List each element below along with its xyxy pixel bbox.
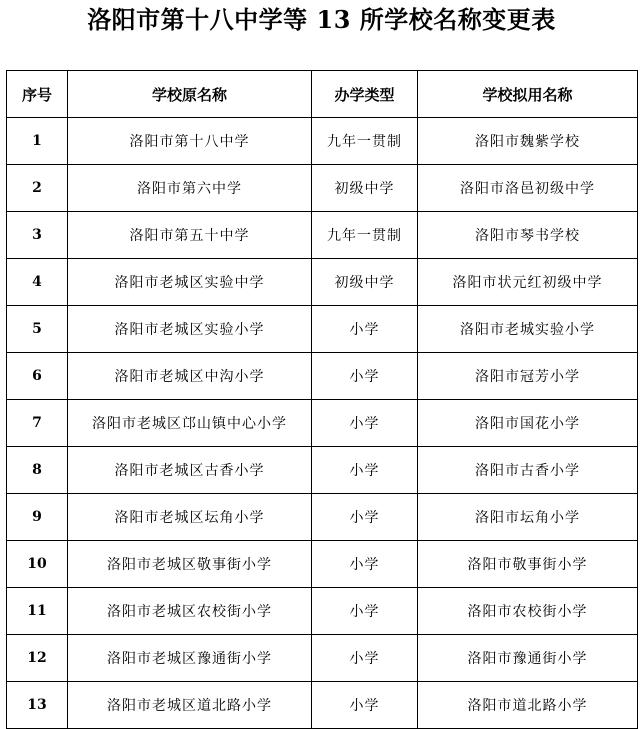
serial-number-cell: 4 bbox=[7, 259, 68, 306]
school-type-cell: 小学 bbox=[312, 353, 418, 400]
table-row bbox=[7, 165, 638, 212]
serial-number-cell: 13 bbox=[7, 682, 68, 729]
original-name-cell: 洛阳市老城区道北路小学 bbox=[68, 682, 312, 729]
proposed-name-cell: 洛阳市洛邑初级中学 bbox=[418, 165, 638, 212]
table-row bbox=[7, 541, 638, 588]
serial-number-cell: 6 bbox=[7, 353, 68, 400]
school-type-cell: 小学 bbox=[312, 635, 418, 682]
serial-number-cell: 2 bbox=[7, 165, 68, 212]
proposed-name-cell: 洛阳市老城实验小学 bbox=[418, 306, 638, 353]
table-header-row bbox=[7, 71, 638, 118]
table-row bbox=[7, 259, 638, 306]
original-name-cell: 洛阳市老城区农校街小学 bbox=[68, 588, 312, 635]
school-type-cell: 小学 bbox=[312, 588, 418, 635]
proposed-name-cell: 洛阳市琴书学校 bbox=[418, 212, 638, 259]
original-name-cell: 洛阳市老城区敬事街小学 bbox=[68, 541, 312, 588]
original-name-cell: 洛阳市老城区实验中学 bbox=[68, 259, 312, 306]
original-name-cell: 洛阳市老城区实验小学 bbox=[68, 306, 312, 353]
serial-number-cell: 7 bbox=[7, 400, 68, 447]
proposed-name-cell: 洛阳市状元红初级中学 bbox=[418, 259, 638, 306]
proposed-name-cell: 洛阳市敬事街小学 bbox=[418, 541, 638, 588]
proposed-name-cell: 洛阳市冠芳小学 bbox=[418, 353, 638, 400]
table-row bbox=[7, 494, 638, 541]
table-row bbox=[7, 118, 638, 165]
header-original-name: 学校原名称 bbox=[68, 71, 312, 118]
table-row bbox=[7, 212, 638, 259]
proposed-name-cell: 洛阳市农校街小学 bbox=[418, 588, 638, 635]
table-row bbox=[7, 306, 638, 353]
table-row bbox=[7, 447, 638, 494]
original-name-cell: 洛阳市第十八中学 bbox=[68, 118, 312, 165]
school-type-cell: 小学 bbox=[312, 306, 418, 353]
school-type-cell: 小学 bbox=[312, 400, 418, 447]
serial-number-cell: 5 bbox=[7, 306, 68, 353]
proposed-name-cell: 洛阳市国花小学 bbox=[418, 400, 638, 447]
table-row bbox=[7, 635, 638, 682]
header-proposed-name: 学校拟用名称 bbox=[418, 71, 638, 118]
school-type-cell: 初级中学 bbox=[312, 165, 418, 212]
original-name-cell: 洛阳市第六中学 bbox=[68, 165, 312, 212]
school-rename-table bbox=[6, 70, 638, 729]
serial-number-cell: 11 bbox=[7, 588, 68, 635]
school-type-cell: 九年一贯制 bbox=[312, 212, 418, 259]
table-row bbox=[7, 353, 638, 400]
serial-number-cell: 1 bbox=[7, 118, 68, 165]
table-row bbox=[7, 400, 638, 447]
serial-number-cell: 12 bbox=[7, 635, 68, 682]
page-title: 洛阳市第十八中学等 13 所学校名称变更表 bbox=[87, 5, 556, 34]
proposed-name-cell: 洛阳市古香小学 bbox=[418, 447, 638, 494]
school-type-cell: 小学 bbox=[312, 541, 418, 588]
school-type-cell: 小学 bbox=[312, 682, 418, 729]
serial-number-cell: 8 bbox=[7, 447, 68, 494]
proposed-name-cell: 洛阳市豫通街小学 bbox=[418, 635, 638, 682]
school-type-cell: 小学 bbox=[312, 494, 418, 541]
table-row bbox=[7, 682, 638, 729]
serial-number-cell: 3 bbox=[7, 212, 68, 259]
proposed-name-cell: 洛阳市坛角小学 bbox=[418, 494, 638, 541]
school-type-cell: 小学 bbox=[312, 447, 418, 494]
original-name-cell: 洛阳市老城区坛角小学 bbox=[68, 494, 312, 541]
proposed-name-cell: 洛阳市魏紫学校 bbox=[418, 118, 638, 165]
school-type-cell: 初级中学 bbox=[312, 259, 418, 306]
serial-number-cell: 10 bbox=[7, 541, 68, 588]
original-name-cell: 洛阳市老城区中沟小学 bbox=[68, 353, 312, 400]
header-school-type: 办学类型 bbox=[312, 71, 418, 118]
school-type-cell: 九年一贯制 bbox=[312, 118, 418, 165]
original-name-cell: 洛阳市老城区豫通街小学 bbox=[68, 635, 312, 682]
table-row bbox=[7, 588, 638, 635]
header-serial-number: 序号 bbox=[7, 71, 68, 118]
original-name-cell: 洛阳市老城区古香小学 bbox=[68, 447, 312, 494]
original-name-cell: 洛阳市第五十中学 bbox=[68, 212, 312, 259]
original-name-cell: 洛阳市老城区邙山镇中心小学 bbox=[68, 400, 312, 447]
serial-number-cell: 9 bbox=[7, 494, 68, 541]
proposed-name-cell: 洛阳市道北路小学 bbox=[418, 682, 638, 729]
